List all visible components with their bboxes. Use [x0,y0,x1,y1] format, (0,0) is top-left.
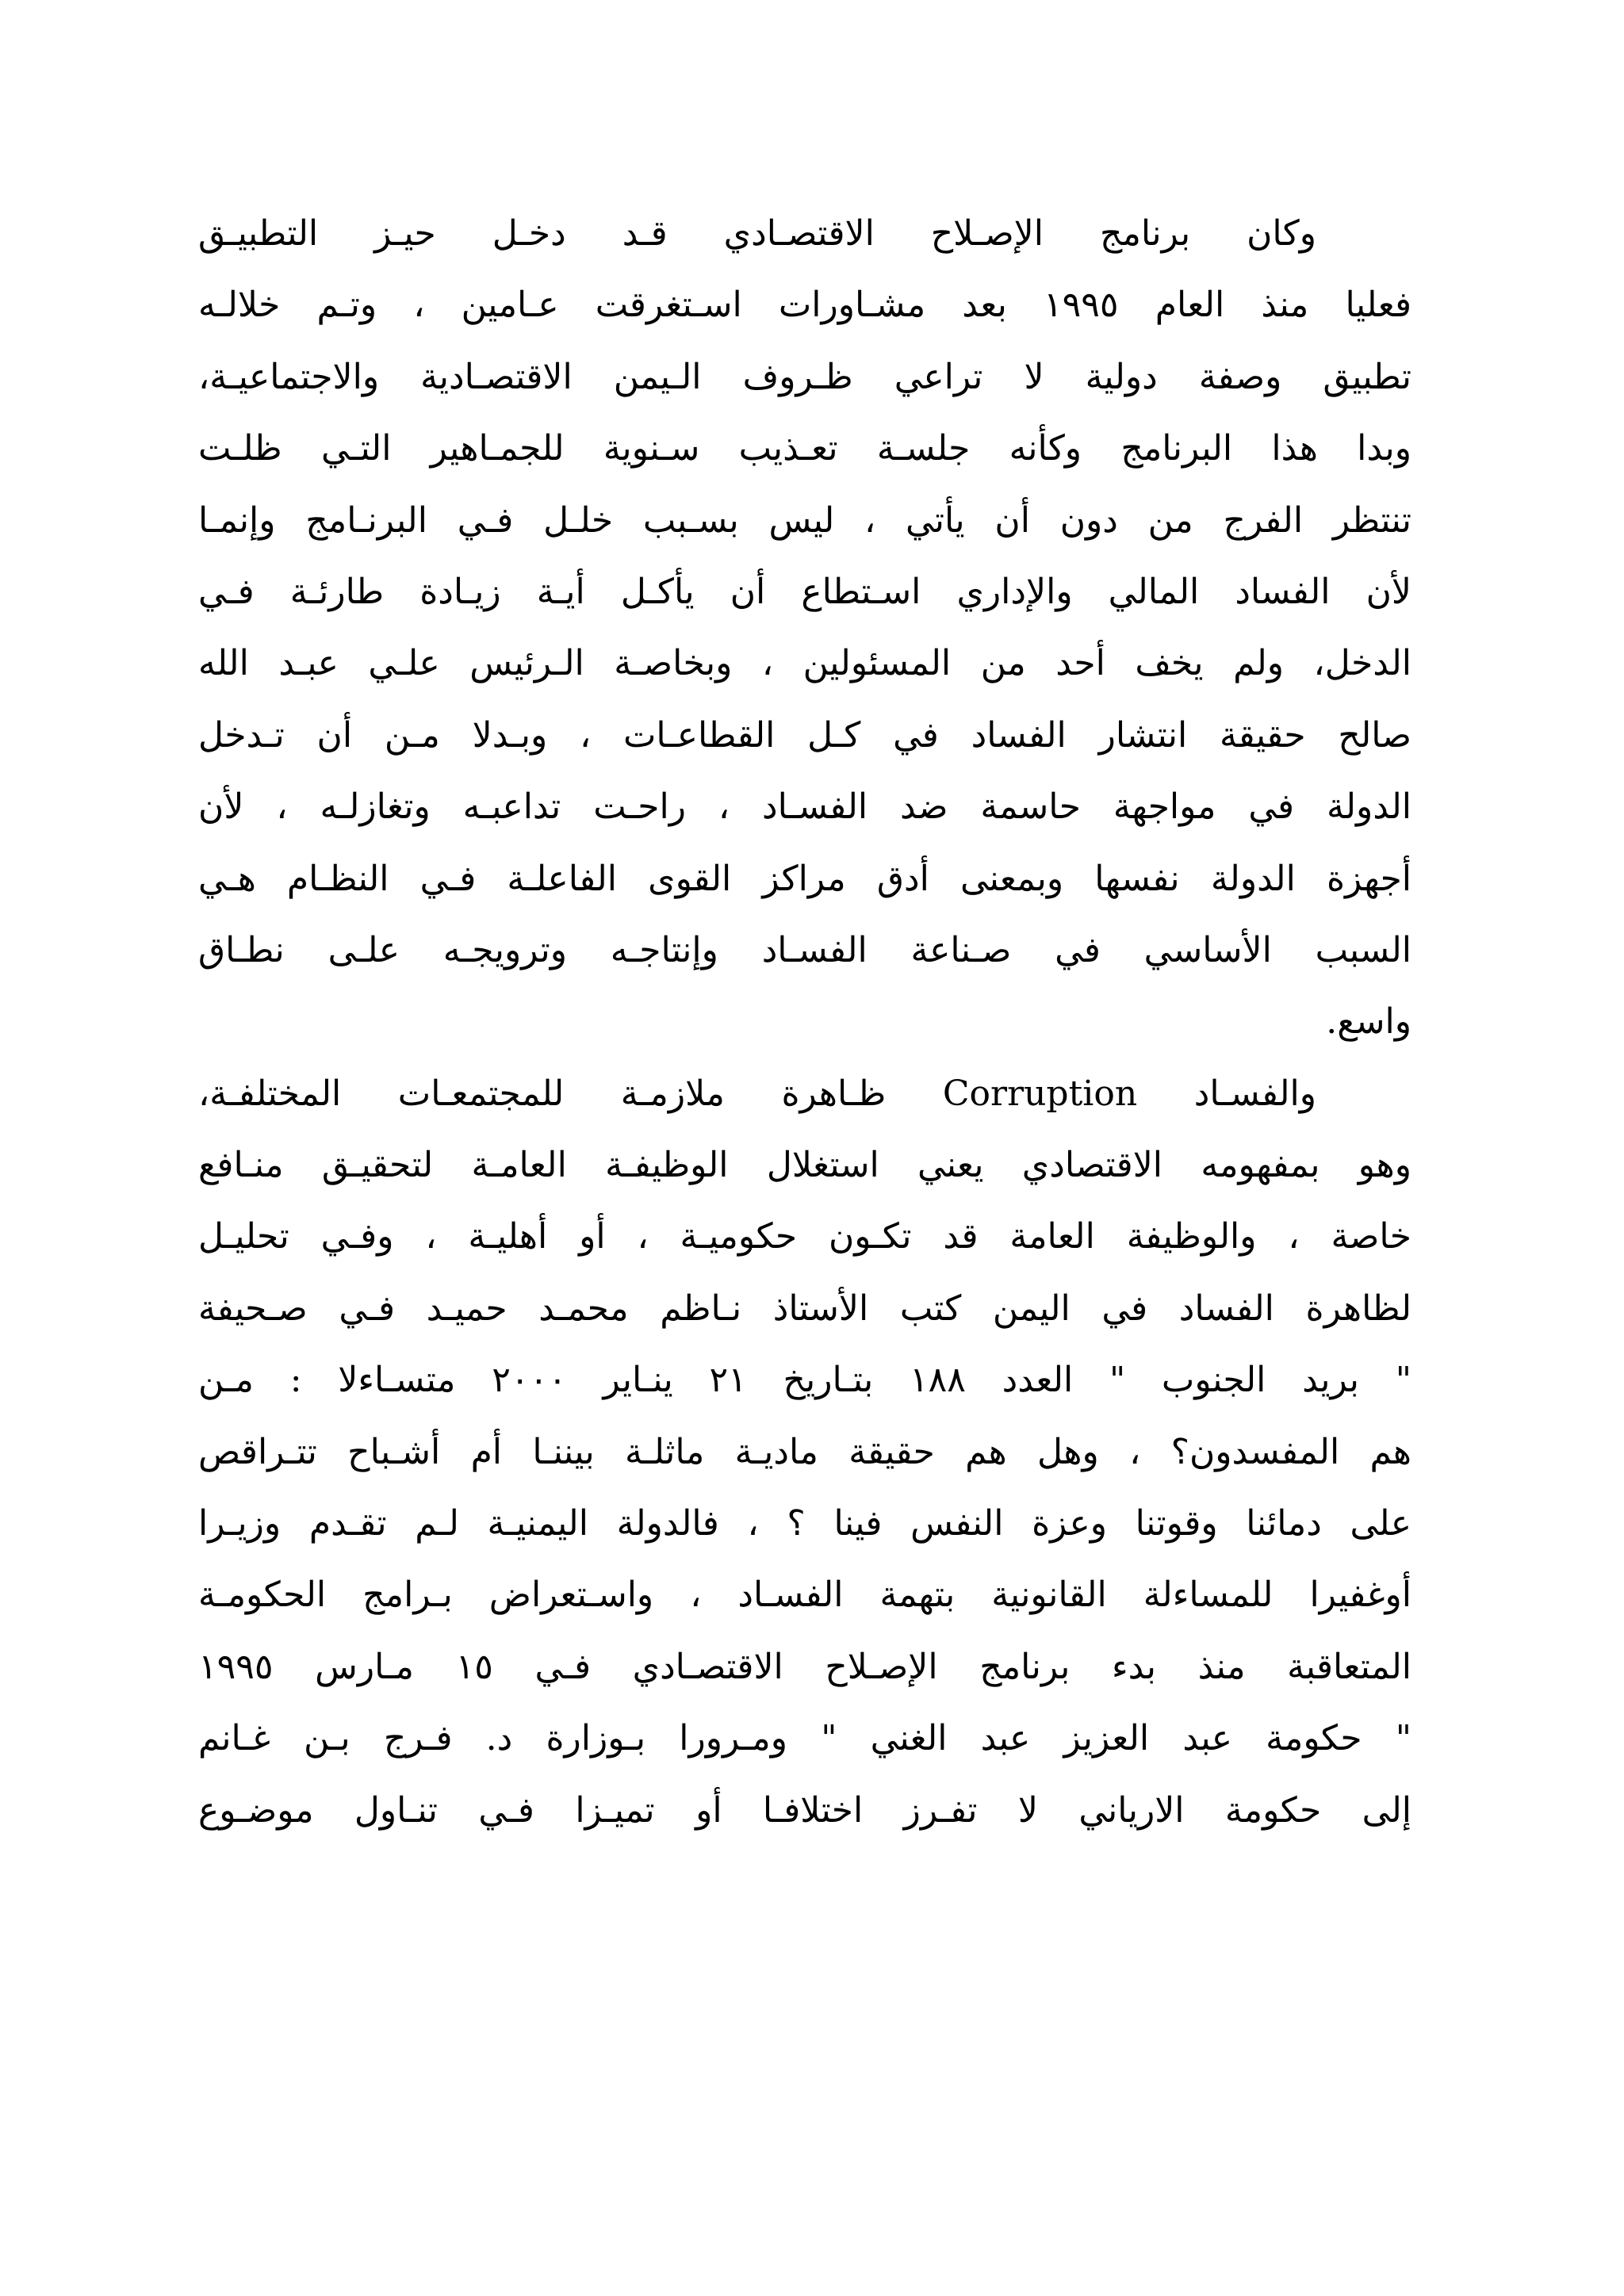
text-line: لأن الفساد المالي والإداري اسـتطاع أن يأكـل أيـة زيـادة طارئـة فـي [198,571,1411,612]
text-line: أجهزة الدولة نفسها وبمعنى أدق مراكز القوى الفاعلـة فـي النظـام هـي [198,858,1411,899]
text-line: تنتظر الفرج من دون أن يأتي ، ليس بسـبب خلـل فـي البرنـامج وإنمـا [198,499,1411,541]
text-line: صالح حقيقة انتشار الفساد في كـل القطاعـات ، وبـدلا مـن أن تـدخل [198,714,1411,756]
text-line: لظاهرة الفساد في اليمن كتب الأستاذ نـاظم محمـد حميـد فـي صـحيفة [198,1288,1411,1329]
text-line: تطبيق وصفة دولية لا تراعي ظـروف الـيمن الاقتصـادية والاجتماعيـة، [198,356,1411,397]
text-line: السبب الأساسي في صـناعة الفسـاد وإنتاجـه وترويجـه علـى نطـاق [198,929,1411,970]
paragraph-corruption [198,1058,1411,1846]
text-line: واسع. [1326,1001,1411,1043]
text-line: وكان برنامج الإصـلاح الاقتصـادي قـد دخـل حيـز التطبيـق [198,213,1316,254]
text-line: الدولة في مواجهة حاسمة ضد الفسـاد ، راحـت تداعبـه وتغازلـه ، لأن [198,786,1411,828]
text-line: إلى حكومة الارياني لا تفـرز اختلافـا أو تميـزا فـي تنـاول موضـوع [198,1789,1411,1831]
text-line: فعليا منذ العام ١٩٩٥ بعد مشـاورات اسـتغرقت عـامين ، وتـم خلالـه [198,285,1411,326]
text-line: وهو بمفهومه الاقتصادي يعني استغلال الوظيفـة العامـة لتحقيـق منـافع [198,1145,1411,1186]
text-line: والفسـاد Corruption ظـاهرة ملازمـة للمجتمعـات المختلفـة، [198,1073,1317,1114]
text-line: المتعاقبة منذ بدء برنامج الإصـلاح الاقتصـادي فـي ١٥ مـارس ١٩٩٥ [198,1646,1411,1687]
text-line: هم المفسدون؟ ، وهل هم حقيقة ماديـة ماثلـة بيننـا أم أشـباح تتـراقص [198,1431,1411,1472]
text-line: " بريد الجنوب " العدد ١٨٨ بتـاريخ ٢١ ينـاير ٢٠٠٠ متسـاءلا : مـن [198,1360,1411,1401]
paragraph-economic-reform [198,198,1411,1058]
text-line: أوغفيرا للمساءلة القانونية بتهمة الفسـاد ، واسـتعراض بـرامج الحكومـة [198,1575,1411,1616]
text-line: الدخل، ولم يخف أحد من المسئولين ، وبخاصـة الـرئيس علـي عبـد الله [198,643,1411,684]
document-page [198,198,1411,1846]
text-line: خاصة ، والوظيفة العامة قد تكـون حكوميـة ، أو أهليـة ، وفـي تحليـل [198,1216,1411,1257]
text-line: " حكومة عبد العزيز عبد الغني " ومـرورا بـوزارة د. فـرج بـن غـانم [198,1718,1411,1759]
text-line: وبدا هذا البرنامج وكأنه جلسـة تعـذيب سـنوية للجمـاهير التـي ظلـت [198,428,1411,469]
text-line: على دمائنا وقوتنا وعزة النفس فينا ؟ ، فالدولة اليمنيـة لـم تقـدم وزيـرا [198,1503,1411,1544]
